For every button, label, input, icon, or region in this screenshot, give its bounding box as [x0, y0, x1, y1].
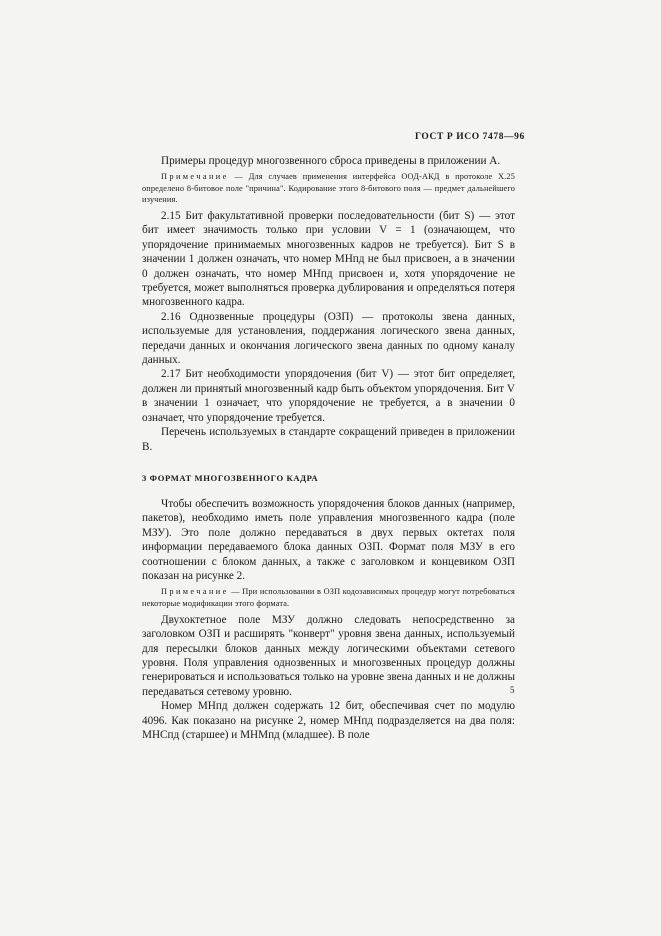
section-heading: 3 ФОРМАТ МНОГОЗВЕННОГО КАДРА — [142, 472, 319, 483]
note-text: — При использовании в ОЗП кодозависимых процедур могут потребоваться некоторые модификации этого формата. — [142, 587, 515, 608]
paragraph-2-15: 2.15 Бит факультативной проверки последовательности (бит S) — этот бит имеет значимость только при условии V = 1 (означающем, что упорядочение принимаемых многозвенных кадров не требуется). Бит S в значении 1 должен означать, что номер МНпд не был присвоен, а в значении 0 должен означать, что номер МНпд присвоен и, хотя упорядочение не требуется, может выполняться проверка дублирования и определяться потеря многозвенного кадра. — [142, 210, 515, 309]
document-body — [142, 154, 515, 742]
note-2 — [142, 586, 515, 608]
note-text: — Для случаев применения интерфейса ООД-АКД в протоколе X.25 определено 8-битовое поле "причина". Кодирование этого 8-битового поля — предмет дальнейшего изучения. — [142, 172, 515, 204]
page-number: 5 — [510, 685, 515, 695]
paragraph-mzu-field: Чтобы обеспечить возможность упорядочения блоков данных (например, пакетов), необходимо иметь поле управления многозвенного кадра (поле МЗУ). Это поле должно передаваться в двух первых октетах поля информации передаваемого блока данных ОЗП. Формат поля МЗУ в его соотношении с блоком данных, а также с заголовком и концевиком ОЗП показан на рисунке 2. — [142, 497, 515, 582]
note-label: Примечание — [161, 172, 229, 182]
paragraph-appendix-b: Перечень используемых в стандарте сокращений приведен в приложении В. — [142, 426, 515, 453]
paragraph-appendix-a: Примеры процедур многозвенного сброса приведены в приложении А. — [161, 155, 501, 167]
note-1 — [142, 171, 515, 205]
document-header: ГОСТ Р ИСО 7478—96 — [415, 132, 525, 142]
paragraph-mnpd-number: Номер МНпд должен содержать 12 бит, обеспечивая счет по модулю 4096. Как показано на рисунке 2, номер МНпд подразделяется на два поля: МНСпд (старшее) и МНМпд (младшее). В поле — [142, 700, 515, 742]
note-label: Примечание — [161, 587, 229, 597]
paragraph-2-16: 2.16 Однозвенные процедуры (ОЗП) — протоколы звена данных, используемые для установления, поддержания логического звена данных, передачи данных и окончания логического звена данных по одному каналу данных. — [142, 310, 515, 367]
paragraph-two-octet: Двухоктетное поле МЗУ должно следовать непосредственно за заголовком ОЗП и расширять "конверт" уровня звена данных, используемый для пересылки блоков данных между логическими объектами сетевого уровня. Поля управления однозвенных и многозвенных процедур должны генерироваться и использоваться только на уровне звена данных и не должны передаваться сетевому уровню. — [142, 613, 515, 698]
paragraph-2-17: 2.17 Бит необходимости упорядочения (бит V) — этот бит определяет, должен ли принятый многозвенный кадр быть объектом упорядочения. Бит V в значении 1 означает, что упорядочение не требуется, а в значении 0 означает, что упорядочение требуется. — [142, 368, 515, 424]
